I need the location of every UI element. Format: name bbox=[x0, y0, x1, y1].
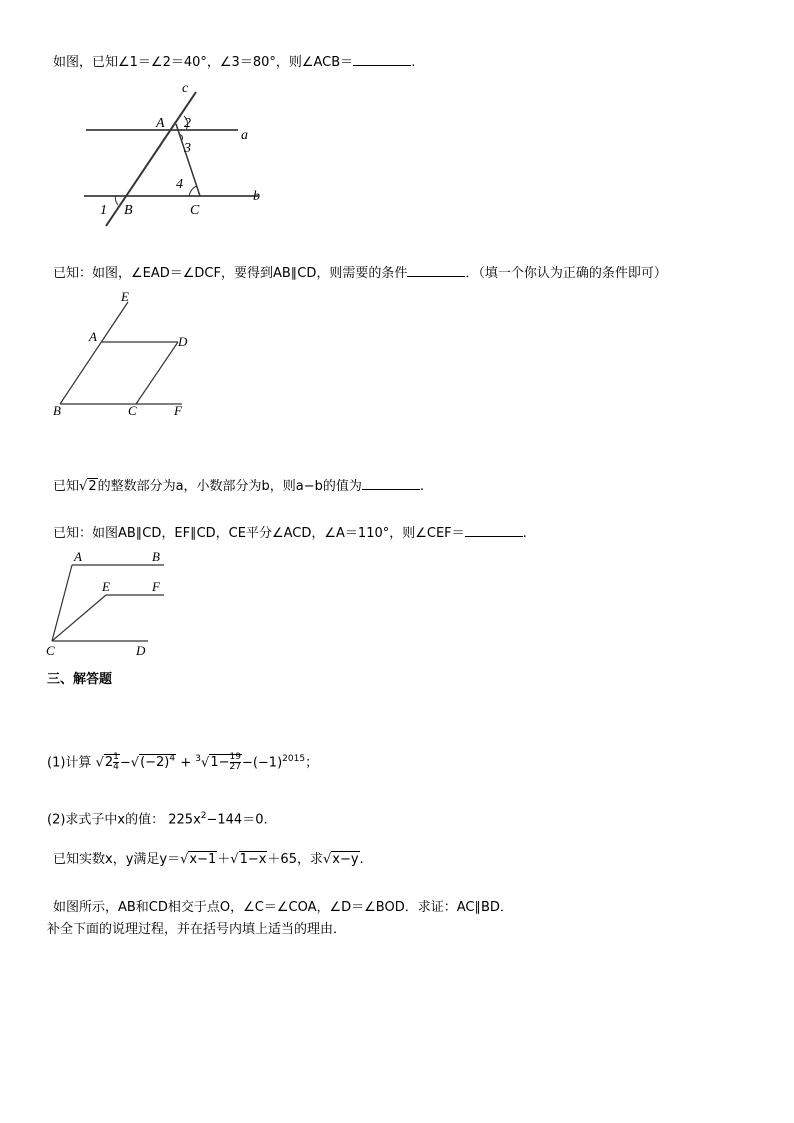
sqrt-expression: √1−x bbox=[230, 852, 267, 867]
section-heading: 三、解答题 bbox=[47, 672, 113, 687]
question-5-part-1: (1)计算 √2 $\frac{1}{4}$ $-√(-2)^4 + ^3√1-$ $\frac{19}{27}$ $-(-1)^{2015}$； bbox=[47, 752, 319, 773]
question-1-text: 如图，已知∠1＝∠2＝40°，∠3＝80°，则∠ACB＝ bbox=[53, 55, 354, 70]
label-angle-3: 3 bbox=[184, 141, 191, 156]
label-C: C bbox=[46, 643, 55, 658]
label-a: a bbox=[241, 128, 248, 143]
answer-blank bbox=[353, 53, 411, 66]
question-4: 已知：如图AB∥CD，EF∥CD，CE平分∠ACD，∠A＝110°，则∠CEF＝ . bbox=[53, 526, 527, 541]
sqrt-expression: √2 bbox=[79, 479, 97, 494]
figure-3-parallel-lines bbox=[44, 547, 174, 659]
answer-blank bbox=[362, 477, 420, 490]
label-c: c bbox=[182, 81, 189, 96]
label-B: B bbox=[124, 203, 133, 218]
question-2: 已知：如图，∠EAD＝∠DCF，要得到AB∥CD，则需要的条件 ．（填一个你认为正确的条件即可） bbox=[53, 266, 667, 281]
answer-blank bbox=[407, 264, 465, 277]
question-2-text: 已知：如图，∠EAD＝∠DCF，要得到AB∥CD，则需要的条件 bbox=[53, 266, 408, 281]
label-F: F bbox=[174, 403, 182, 418]
label-B: B bbox=[53, 403, 61, 418]
label-angle-2: 2 bbox=[184, 116, 191, 131]
question-1: 如图，已知∠1＝∠2＝40°，∠3＝80°，则∠ACB＝ . bbox=[53, 55, 416, 70]
label-D: D bbox=[178, 334, 188, 349]
cube-root-expression: √1− $\frac{19}{27}$ bbox=[201, 752, 241, 773]
question-6: 已知实数x，y满足y＝√x−1＋√1−x＋65，求√x−y. bbox=[53, 852, 364, 867]
label-b: b bbox=[253, 189, 260, 204]
question-7-line-2: 补全下面的说理过程，并在括号内填上适当的理由． bbox=[47, 922, 347, 937]
label-E: E bbox=[121, 289, 129, 304]
label-B: B bbox=[152, 549, 160, 564]
question-4-text: 已知：如图AB∥CD，EF∥CD，CE平分∠ACD，∠A＝110°，则∠CEF＝ bbox=[53, 526, 465, 541]
label-E: E bbox=[102, 579, 110, 594]
label-D: D bbox=[136, 643, 146, 658]
question-7-line-1: 如图所示，AB和CD相交于点O，∠C＝∠COA，∠D＝∠BOD．求证：AC∥BD． bbox=[53, 900, 513, 915]
label-C: C bbox=[128, 403, 137, 418]
label-A: A bbox=[156, 116, 165, 131]
question-5-part-2: (2)求式子中x的值： $225x^2-144=0$. bbox=[47, 811, 268, 828]
figure-1-parallel-lines bbox=[80, 78, 270, 230]
label-A: A bbox=[89, 329, 97, 344]
label-F: F bbox=[152, 579, 160, 594]
answer-blank bbox=[465, 524, 523, 537]
figure-2-parallelogram bbox=[48, 286, 198, 420]
sqrt-expression: √2 $\frac{1}{4}$ bbox=[95, 752, 119, 773]
sqrt-expression: √x−y bbox=[322, 852, 359, 867]
label-angle-1: 1 bbox=[100, 203, 107, 218]
label-angle-4: 4 bbox=[176, 177, 183, 192]
sqrt-expression: √x−1 bbox=[180, 852, 217, 867]
label-A: A bbox=[74, 549, 82, 564]
question-3: 已知√2的整数部分为a，小数部分为b，则a−b的值为 . bbox=[53, 479, 425, 494]
label-C: C bbox=[190, 203, 200, 218]
